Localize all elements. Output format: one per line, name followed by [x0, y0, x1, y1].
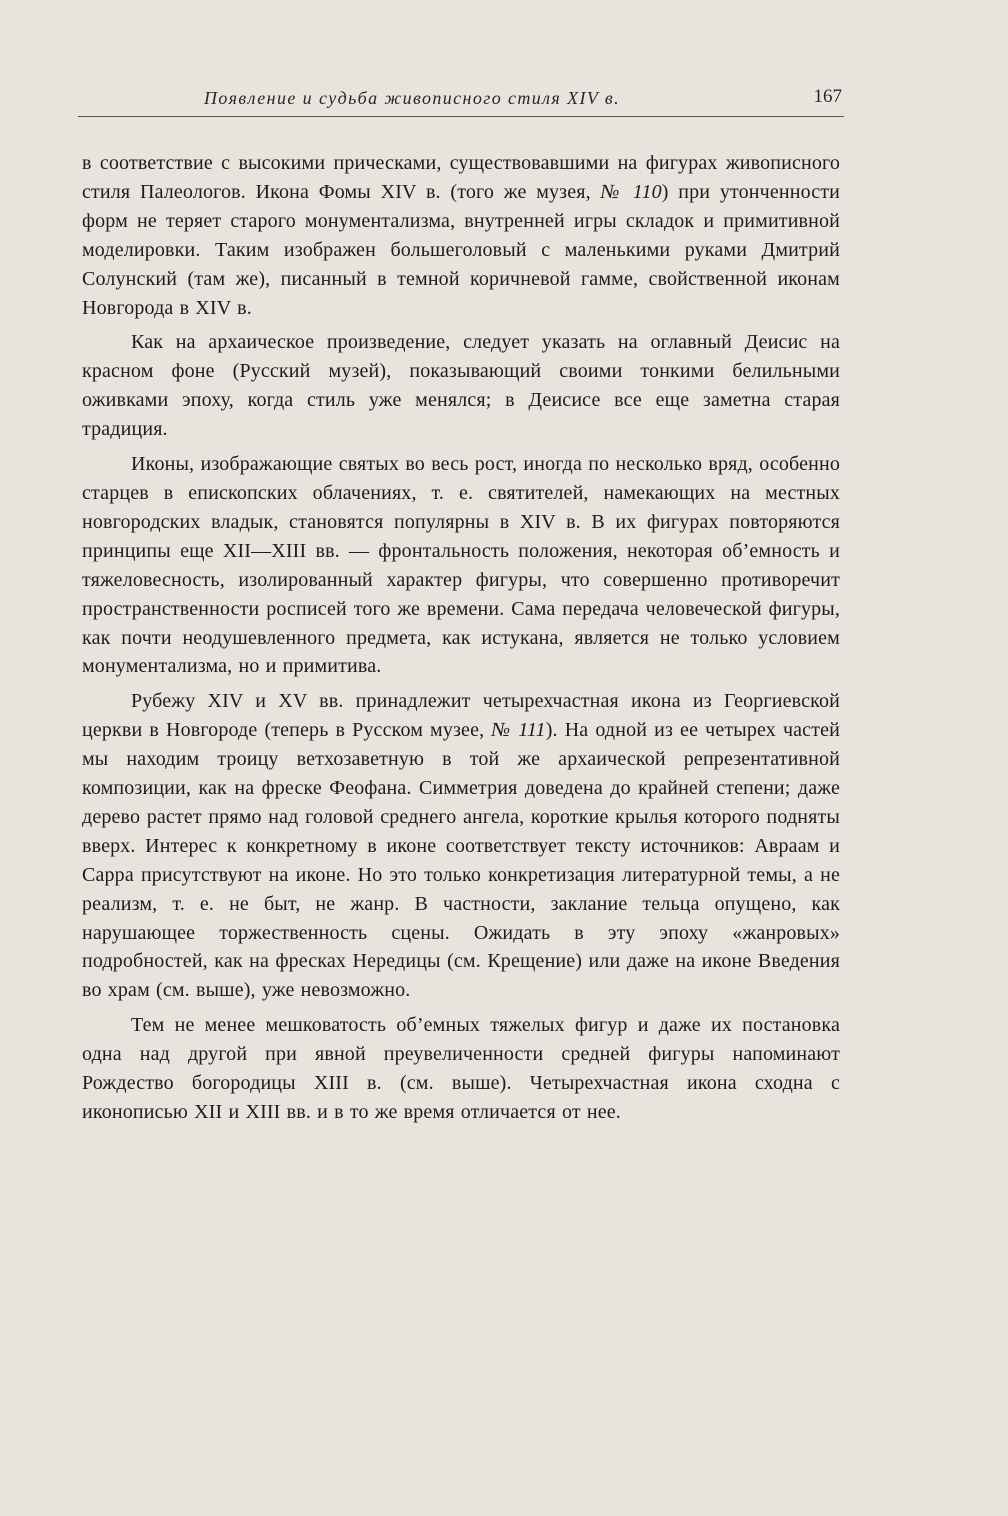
paragraph-text: в соответствие с высокими прическами, существовавшими на фигурах живописного стиля Палеологов. Икона Фомы XIV в. (того же музея, [82, 152, 840, 203]
paragraph-text: ). На одной из ее четырех частей мы находим троицу ветхозаветную в той же архаической репрезентативной композиции, как на фреске Феофана. Симметрия доведена до крайней степени; даже дерево растет прямо над головой среднего ангела, короткие крылья которого подняты вверх. Интерес к конкретному в иконе соответствует тексту источников: Авраам и Сарра присутствуют на иконе. Но это только конкретизация литературной темы, а не реализм, т. е. не быт, не жанр. В частности, заклание тельца опущено, как нарушающее торжественность сцены. Ожидать в эту эпоху «жанровых» подробностей, как на фресках Нередицы (см. Крещение) или даже на иконе Введения во храм (см. выше), уже невозможно. [82, 719, 840, 1002]
page-number: 167 [813, 86, 842, 107]
paragraph-3: Иконы, изображающие святых во весь рост, иногда по несколько вряд, особенно старцев в епископских облачениях, т. е. святителей, намекающих на местных новгородских владык, становятся популярны в XIV в. В их фигурах повторяются принципы еще XII—XIII вв. — фронтальность положения, некоторая об’емность и тяжеловесность, изолированный характер фигуры, что совершенно противоречит пространственности росписей того же времени. Сама передача человеческой фигуры, как почти неодушевленного предмета, как истукана, является не только условием монументализма, но и примитива. [82, 453, 840, 678]
paragraph-2: Как на архаическое произведение, следует указать на оглавный Деисис на красном фоне (Русский музей), показывающий своими тонкими белильными оживками эпоху, когда стиль уже менялся; в Деисисе все еще заметна старая традиция. [82, 331, 840, 441]
running-title: Появление и судьба живописного стиля XIV в. [204, 88, 620, 108]
museum-number-ref: № 110 [600, 180, 662, 203]
body-text [82, 149, 840, 1133]
paragraph-text: ) при утонченности форм не теряет старого монументализма, внутренней игры складок и примитивной моделировки. Таким изображен большеголовый с маленькими руками Дмитрий Солунский (там же), писанный в темной коричневой гамме, свойственной иконам Новгорода в XIV в. [82, 180, 841, 319]
paragraph-1 [82, 149, 840, 322]
paragraph-text: Рубежу XIV и XV вв. принадлежит четырехчастная икона из Георгиевской церкви в Новгороде (теперь в Русском музее, [82, 690, 840, 742]
museum-number-ref: № 111 [491, 719, 546, 742]
header-rule [78, 116, 844, 117]
page-header [82, 86, 842, 116]
paragraph-5: Тем не менее мешковатость об’емных тяжелых фигур и даже их постановка одна над другой при явной преувеличенности средней фигуры напоминают Рождество богородицы XIII в. (см. выше). Четырехчастная икона сходна с иконописью XII и XIII вв. и в то же время отличается от нее. [82, 1014, 840, 1123]
paragraph-4 [82, 687, 840, 1005]
